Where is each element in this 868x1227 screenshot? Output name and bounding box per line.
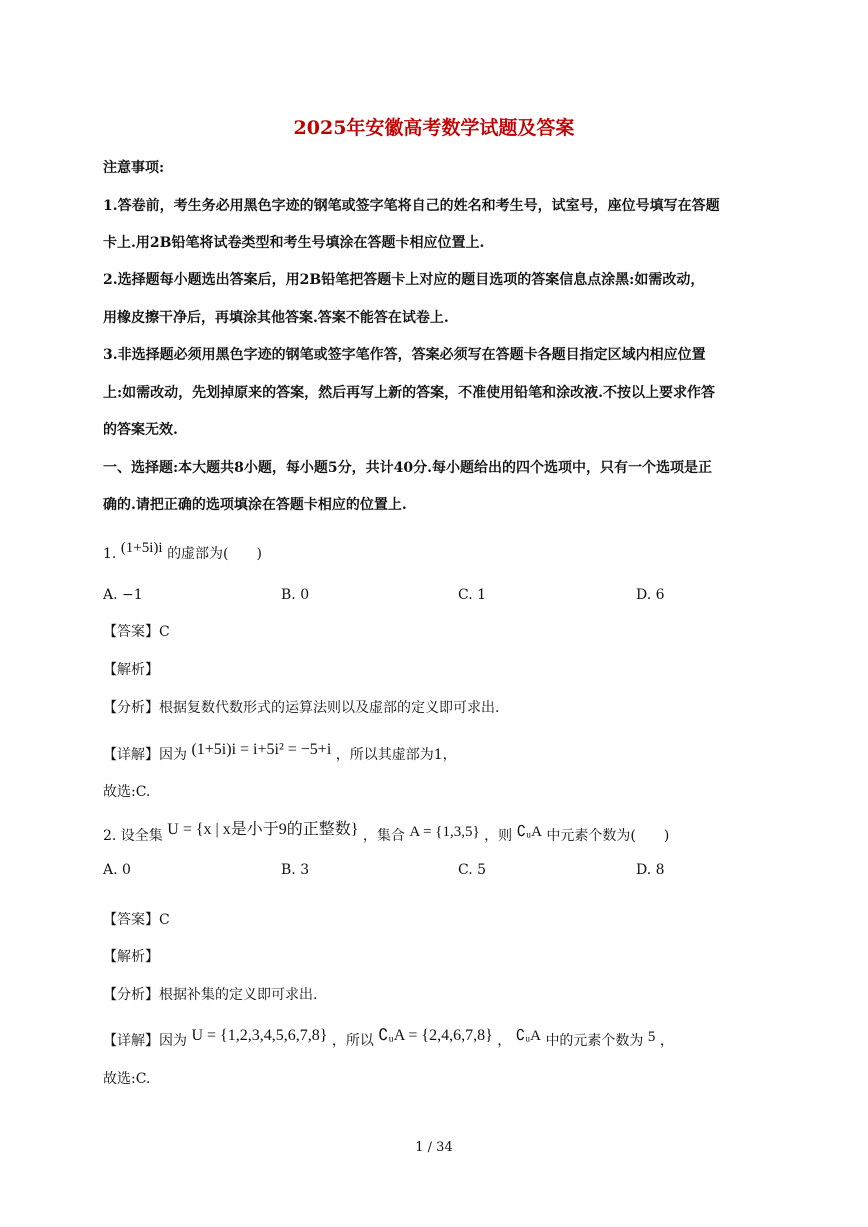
answer: 【答案】C <box>103 912 170 928</box>
detail-suffix: ，所以其虚部为1， <box>335 747 457 763</box>
notice-line: 上:如需改动，先划掉原来的答案，然后再写上新的答案，不准使用铅笔和涂改液.不按以上要求作答 <box>103 385 716 401</box>
notice-line: 卡上.用2B铅笔将试卷类型和考生号填涂在答题卡相应位置上. <box>103 235 485 251</box>
option-a: A. −1 <box>103 587 143 603</box>
detail-sep: ， <box>497 1033 516 1049</box>
question-number: 1. <box>103 546 117 562</box>
math-expression: (1+5i)i <box>120 540 163 556</box>
option-d: D. 8 <box>636 862 665 878</box>
answer: 【答案】C <box>103 624 170 640</box>
detail-mid: ，所以 <box>331 1033 374 1049</box>
detail-suffix: 中的元素个数为 <box>545 1033 644 1049</box>
math-expression: ∁ᵤA <box>516 824 542 840</box>
notice-line: 3.非选择题必须用黑色字迹的钢笔或签字笔作答，答案必须写在答题卡各题目指定区域内相应位置 <box>103 347 706 363</box>
detail-prefix: 【详解】因为 <box>103 747 187 763</box>
question-2 <box>103 821 768 846</box>
math-expression: ∁ᵤA <box>515 1028 541 1044</box>
section-heading: 一、选择题:本大题共8小题，每小题5分，共计40分.每小题给出的四个选项中，只有一个选项是正 <box>103 460 713 476</box>
document-title: 2025年安徽高考数学试题及答案 <box>293 117 575 139</box>
math-expression: (1+5i)i = i+5i² = −5+i <box>191 741 332 758</box>
question-text: 的虚部为( ) <box>167 546 262 562</box>
notice-heading: 注意事项: <box>103 160 165 176</box>
option-b: B. 0 <box>281 587 310 603</box>
math-expression: U = {x | x是小于9的正整数} <box>167 821 359 838</box>
analysis-label: 【解析】 <box>103 949 159 965</box>
option-a: A. 0 <box>103 862 131 878</box>
section-heading: 确的.请把正确的选项填涂在答题卡相应的位置上. <box>103 497 407 513</box>
math-expression: ∁ᵤA = {2,4,6,7,8} <box>378 1027 493 1044</box>
question-number: 2. 设全集 <box>103 828 163 844</box>
notice-line: 2.选择题每小题选出答案后，用2B铅笔把答题卡上对应的题目选项的答案信息点涂黑:如需改动， <box>103 272 705 288</box>
option-b: B. 3 <box>281 862 310 878</box>
question-text: ，集合 <box>362 828 405 844</box>
conclusion: 故选:C. <box>103 1071 151 1087</box>
notice-line: 1.答卷前，考生务必用黑色字迹的钢笔或签字笔将自己的姓名和考生号，试室号，座位号填写在答题 <box>103 198 720 214</box>
option-d: D. 6 <box>636 587 665 603</box>
notice-line: 的答案无效. <box>103 422 178 438</box>
analysis-label: 【解析】 <box>103 662 159 678</box>
notice-line: 用橡皮擦干净后，再填涂其他答案.答案不能答在试卷上. <box>103 310 449 326</box>
analysis-text: 【分析】根据补集的定义即可求出. <box>103 987 318 1003</box>
page-number: 1 / 34 <box>415 1140 453 1155</box>
question-text: ，则 <box>484 828 513 844</box>
detail-end: ， <box>659 1033 674 1049</box>
detail-text <box>103 741 768 765</box>
math-expression: 5 <box>647 1029 656 1045</box>
math-expression: A = {1,3,5} <box>409 824 480 840</box>
option-c: C. 5 <box>458 862 487 878</box>
question-1 <box>103 540 768 564</box>
detail-prefix: 【详解】因为 <box>103 1033 187 1049</box>
math-expression: U = {1,2,3,4,5,6,7,8} <box>191 1027 328 1044</box>
question-text: 中元素个数为( ) <box>546 828 670 844</box>
option-c: C. 1 <box>458 587 487 603</box>
conclusion: 故选:C. <box>103 784 151 800</box>
detail-text <box>103 1027 768 1051</box>
analysis-text: 【分析】根据复数代数形式的运算法则以及虚部的定义即可求出. <box>103 700 500 716</box>
